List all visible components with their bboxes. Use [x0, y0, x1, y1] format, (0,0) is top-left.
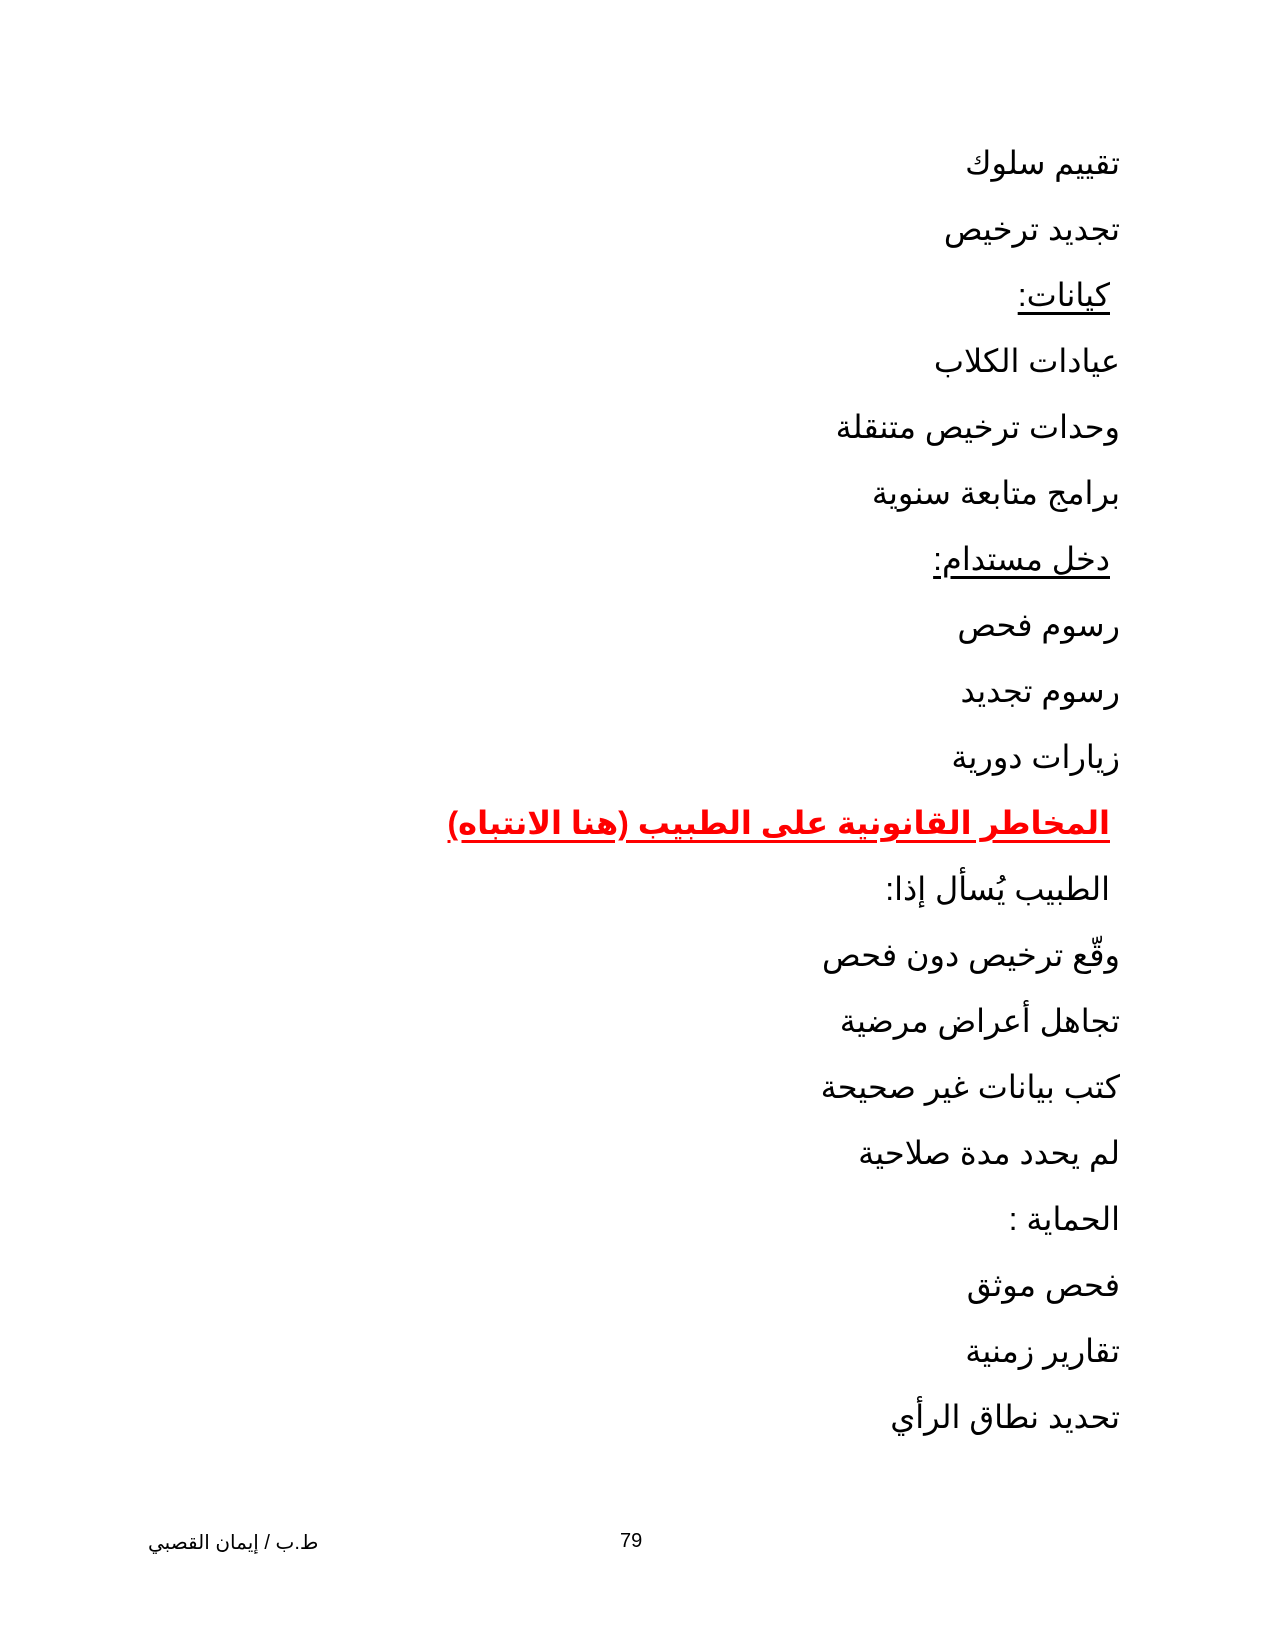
alert-heading-legal-risks: المخاطر القانونية على الطبيب (هنا الانتباه)	[447, 805, 1110, 841]
footer-author: ط.ب / إيمان القصبي	[148, 1532, 319, 1554]
page-number: 79	[620, 1530, 643, 1552]
text-line: لم يحدد مدة صلاحية	[858, 1135, 1120, 1171]
text-line: تجاهل أعراض مرضية	[839, 1003, 1120, 1039]
text-line: رسوم تجديد	[960, 673, 1120, 709]
section-heading-entities: كيانات:	[1017, 277, 1110, 313]
text-line: زيارات دورية	[951, 739, 1120, 775]
text-line: تحديد نطاق الرأي	[890, 1399, 1120, 1435]
text-line: وقّع ترخيص دون فحص	[821, 937, 1120, 973]
text-line: رسوم فحص	[957, 607, 1120, 643]
text-line: عيادات الكلاب	[933, 343, 1120, 379]
text-line: تجديد ترخيص	[943, 211, 1120, 247]
text-line: الطبيب يُسأل إذا:	[885, 871, 1110, 907]
text-line: برامج متابعة سنوية	[871, 475, 1120, 511]
text-line: الحماية :	[1008, 1201, 1120, 1237]
text-line: تقييم سلوك	[965, 145, 1120, 181]
text-line: كتب بيانات غير صحيحة	[820, 1069, 1120, 1105]
text-line: فحص موثق	[966, 1267, 1120, 1303]
document-body	[220, 138, 1120, 1458]
text-line: تقارير زمنية	[965, 1333, 1120, 1369]
text-line: وحدات ترخيص متنقلة	[835, 409, 1120, 445]
section-heading-income: دخل مستدام:	[933, 541, 1110, 577]
